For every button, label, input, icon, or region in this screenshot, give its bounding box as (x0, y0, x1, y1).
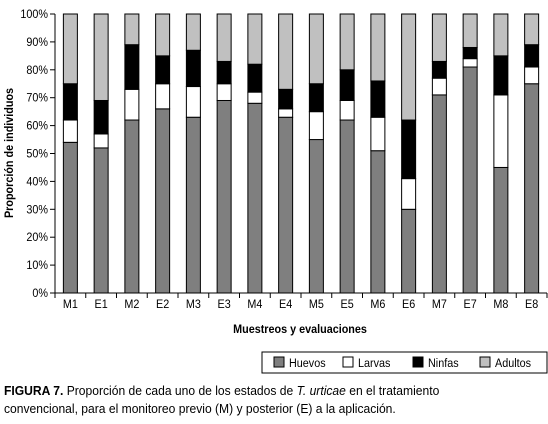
bar-segment-adultos-m7 (432, 14, 446, 61)
x-axis-title: Muestreos y evaluaciones (233, 323, 367, 337)
bar-segment-adultos-m2 (125, 14, 139, 45)
bar-group-m2 (125, 14, 139, 293)
bar-segment-ninfas-e4 (279, 89, 293, 109)
y-tick-label: 20% (26, 231, 48, 245)
legend-label-ninfas: Ninfas (428, 357, 459, 371)
bar-group-e2 (156, 14, 170, 293)
caption-label: FIGURA 7. (4, 383, 64, 398)
y-tick-label: 0% (32, 287, 48, 301)
legend-label-larvas: Larvas (358, 357, 391, 371)
y-tick-label: 80% (26, 64, 48, 77)
bar-segment-larvas-m3 (186, 87, 200, 118)
bar-group-m8 (494, 14, 508, 293)
bar-segment-adultos-m3 (186, 14, 200, 50)
bar-segment-huevos-m7 (432, 95, 446, 293)
x-tick-label: M8 (493, 298, 509, 312)
x-tick-label: E6 (402, 298, 416, 312)
y-tick-label: 60% (26, 120, 48, 133)
bar-segment-adultos-e4 (279, 14, 293, 89)
y-tick-label: 30% (26, 203, 48, 217)
bar-segment-huevos-m5 (309, 140, 323, 293)
x-tick-label: E4 (279, 298, 293, 312)
legend-swatch-huevos (274, 357, 284, 367)
bar-segment-ninfas-m3 (186, 50, 200, 86)
bar-segment-huevos-m3 (186, 117, 200, 293)
bar-segment-larvas-e4 (279, 109, 293, 117)
x-tick-label: E5 (340, 298, 354, 312)
bar-segment-huevos-m8 (494, 167, 508, 293)
bar-segment-larvas-m6 (371, 117, 385, 150)
caption-text-before: Proporción de cada uno de los estados de (63, 383, 297, 398)
legend-swatch-larvas (343, 357, 353, 367)
bar-segment-larvas-e6 (402, 179, 416, 210)
legend-swatch-adultos (480, 357, 490, 367)
bar-segment-huevos-e4 (279, 117, 293, 293)
bar-segment-larvas-m7 (432, 78, 446, 95)
bar-segment-huevos-m1 (63, 142, 77, 293)
bar-segment-ninfas-e7 (463, 47, 477, 58)
bar-group-e1 (94, 14, 108, 293)
x-tick-label: M1 (62, 298, 78, 312)
bar-segment-larvas-m4 (248, 92, 262, 103)
bar-group-m7 (432, 14, 446, 293)
legend (262, 352, 547, 373)
x-tick-label: M5 (308, 298, 324, 312)
bar-segment-ninfas-e1 (94, 100, 108, 133)
legend-label-adultos: Adultos (495, 357, 531, 371)
x-tick-label: M4 (247, 298, 263, 312)
x-tick-label: E7 (463, 298, 477, 312)
bar-segment-larvas-m5 (309, 112, 323, 140)
bar-segment-larvas-e1 (94, 134, 108, 148)
bar-segment-adultos-m5 (309, 14, 323, 84)
bar-group-e4 (279, 14, 293, 293)
bar-segment-ninfas-m7 (432, 61, 446, 78)
bar-segment-huevos-m2 (125, 120, 139, 293)
bar-segment-huevos-e6 (402, 209, 416, 293)
bar-segment-ninfas-e8 (525, 45, 539, 67)
bar-segment-adultos-e2 (156, 14, 170, 56)
y-ticks (20, 9, 55, 301)
bar-segment-larvas-e8 (525, 67, 539, 84)
x-ticks (55, 293, 547, 311)
bar-segment-adultos-e7 (463, 14, 477, 47)
bar-segment-adultos-m6 (371, 14, 385, 81)
bar-segment-adultos-e1 (94, 14, 108, 100)
legend-swatch-ninfas (413, 357, 423, 367)
bar-group-e6 (402, 14, 416, 293)
bar-segment-larvas-e2 (156, 84, 170, 109)
bar-segment-larvas-e7 (463, 59, 477, 67)
bar-segment-adultos-e3 (217, 14, 231, 61)
bar-segment-huevos-m6 (371, 151, 385, 293)
bar-group-e5 (340, 14, 354, 293)
x-tick-label: M6 (370, 298, 386, 312)
bar-segment-huevos-e2 (156, 109, 170, 293)
y-tick-label: 70% (26, 92, 48, 105)
bar-segment-adultos-m4 (248, 14, 262, 64)
bar-segment-huevos-e7 (463, 67, 477, 293)
y-tick-label: 10% (26, 259, 48, 273)
x-tick-label: E1 (94, 298, 108, 312)
bar-segment-ninfas-e5 (340, 70, 354, 101)
bar-segment-larvas-e3 (217, 84, 231, 101)
bar-group-m4 (248, 14, 262, 293)
bar-group-e8 (525, 14, 539, 293)
bar-segment-ninfas-m4 (248, 64, 262, 92)
bar-group-m6 (371, 14, 385, 293)
bar-segment-ninfas-e2 (156, 56, 170, 84)
bar-segment-larvas-m8 (494, 95, 508, 168)
bar-segment-larvas-e5 (340, 100, 354, 120)
x-tick-label: E3 (217, 298, 231, 312)
x-tick-label: M3 (185, 298, 201, 312)
y-tick-label: 100% (20, 8, 48, 22)
bar-segment-adultos-m1 (63, 14, 77, 84)
bar-segment-ninfas-e6 (402, 120, 416, 179)
bar-segment-adultos-e5 (340, 14, 354, 70)
bar-segment-ninfas-e3 (217, 61, 231, 83)
bar-group-m1 (63, 14, 77, 293)
bar-segment-huevos-e5 (340, 120, 354, 293)
bar-segment-adultos-m8 (494, 14, 508, 56)
bar-segment-adultos-e8 (525, 14, 539, 45)
x-tick-label: E2 (156, 298, 170, 312)
bar-segment-ninfas-m8 (494, 56, 508, 95)
x-tick-label: M2 (124, 298, 140, 312)
bar-segment-adultos-e6 (402, 14, 416, 120)
caption-species: T. urticae (296, 383, 346, 398)
bars-layer (63, 14, 538, 293)
figure-caption (4, 382, 506, 418)
bar-segment-huevos-e3 (217, 100, 231, 293)
x-tick-label: M7 (431, 298, 447, 312)
bar-segment-larvas-m1 (63, 120, 77, 142)
y-axis-title: Proporción de individuos (3, 87, 17, 219)
bar-group-e3 (217, 14, 231, 293)
bar-segment-huevos-e1 (94, 148, 108, 293)
bar-segment-huevos-m4 (248, 103, 262, 293)
bar-group-e7 (463, 14, 477, 293)
bar-group-m3 (186, 14, 200, 293)
bar-segment-ninfas-m2 (125, 45, 139, 90)
bar-segment-ninfas-m6 (371, 81, 385, 117)
bar-group-m5 (309, 14, 323, 293)
legend-label-huevos: Huevos (289, 357, 326, 371)
x-tick-label: E8 (525, 298, 539, 312)
bar-segment-huevos-e8 (525, 84, 539, 293)
y-tick-label: 90% (26, 36, 48, 50)
y-tick-label: 40% (26, 175, 48, 189)
bar-segment-ninfas-m5 (309, 84, 323, 112)
bar-segment-larvas-m2 (125, 89, 139, 120)
caption-text-after: en el tratamiento convencional, para el monitoreo previo (M) y posterior (E) a la aplicación. (4, 383, 440, 416)
y-tick-label: 50% (26, 148, 48, 161)
bar-segment-ninfas-m1 (63, 84, 77, 120)
